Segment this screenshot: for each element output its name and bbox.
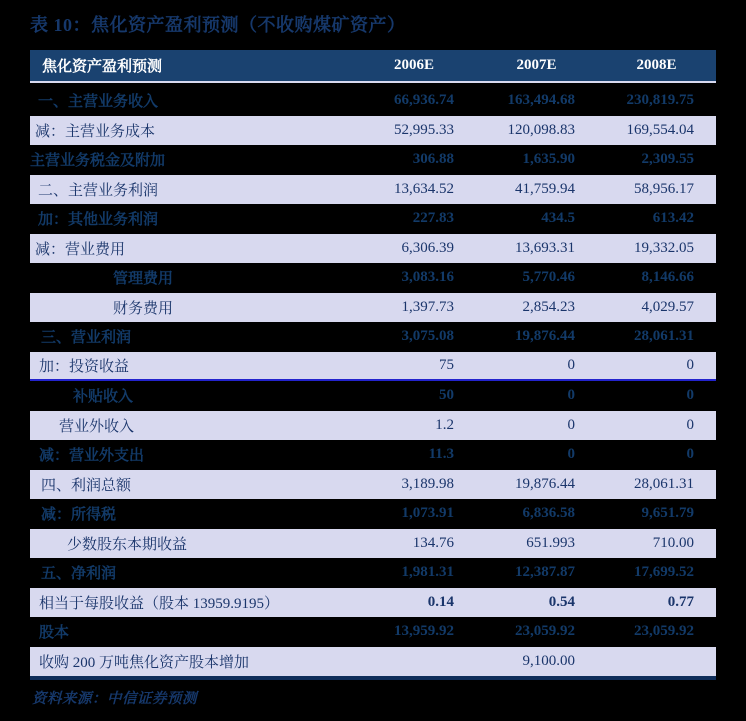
row-value: 13,959.92 xyxy=(394,623,454,640)
row-value: 9,651.79 xyxy=(641,505,694,522)
row-label: 三、营业利润 xyxy=(41,330,132,347)
table-row xyxy=(30,440,716,470)
row-value: 169,554.04 xyxy=(626,121,694,138)
row-value: 13,693.31 xyxy=(515,239,575,256)
row-value: 28,061.31 xyxy=(634,328,694,345)
forecast-table xyxy=(30,50,716,680)
row-label: 减：所得税 xyxy=(41,507,117,524)
row-value: 4,029.57 xyxy=(641,298,694,315)
row-value: 0 xyxy=(686,446,694,463)
row-value: 17,699.52 xyxy=(634,564,694,581)
row-value: 227.83 xyxy=(412,210,454,227)
row-label: 补贴收入 xyxy=(73,389,134,406)
row-value: 710.00 xyxy=(652,534,694,551)
table-row xyxy=(30,263,716,293)
row-value: 6,836.58 xyxy=(522,505,575,522)
row-label: 减：主营业务成本 xyxy=(35,123,156,140)
row-value: 19,876.44 xyxy=(515,475,575,492)
row-value: 75 xyxy=(352,352,476,382)
row-value: 1,635.90 xyxy=(522,151,575,168)
table-row xyxy=(30,647,716,677)
table-row xyxy=(30,145,716,175)
row-value: 163,494.68 xyxy=(507,92,575,109)
row-value: 28,061.31 xyxy=(634,475,694,492)
table-bottom-border xyxy=(30,676,716,680)
row-value: 66,936.74 xyxy=(394,92,454,109)
row-value xyxy=(352,647,476,677)
table-row xyxy=(30,116,716,146)
row-label: 管理费用 xyxy=(113,271,174,288)
table-row xyxy=(30,175,716,205)
header-col-2008e: 2008E xyxy=(636,57,677,73)
table-row xyxy=(30,499,716,529)
table-body xyxy=(30,86,716,676)
row-value: 52,995.33 xyxy=(394,121,454,138)
row-value: 230,819.75 xyxy=(626,92,694,109)
row-label: 一、主营业务收入 xyxy=(38,94,159,111)
row-label: 加：投资收益 xyxy=(30,352,352,382)
row-value: 0 xyxy=(686,387,694,404)
table-row xyxy=(30,322,716,352)
table-row xyxy=(30,352,716,382)
row-label: 收购 200 万吨焦化资产股本增加 xyxy=(39,654,250,671)
row-value: 5,770.46 xyxy=(522,269,575,286)
row-value: 306.88 xyxy=(412,151,454,168)
row-label: 少数股东本期收益 xyxy=(67,536,188,553)
row-value: 3,083.16 xyxy=(401,269,454,286)
row-label: 五、净利润 xyxy=(41,566,117,583)
row-value: 9,100.00 xyxy=(522,652,575,669)
row-value: 19,332.05 xyxy=(634,239,694,256)
row-value: 41,759.94 xyxy=(515,180,575,197)
row-label: 减：营业费用 xyxy=(35,241,126,258)
row-value: 12,387.87 xyxy=(515,564,575,581)
row-value: 1,073.91 xyxy=(401,505,454,522)
row-value: 434.5 xyxy=(541,210,575,227)
header-divider xyxy=(30,81,716,83)
row-label: 四、利润总额 xyxy=(41,477,132,494)
row-value xyxy=(597,647,716,677)
header-label: 焦化资产盈利预测 xyxy=(42,59,163,75)
row-label: 相当于每股收益（股本 13959.9195） xyxy=(39,595,280,612)
row-value: 0 xyxy=(567,446,575,463)
row-value: 0.14 xyxy=(427,593,454,610)
row-value: 0 xyxy=(567,387,575,404)
row-value: 120,098.83 xyxy=(507,121,575,138)
row-label: 财务费用 xyxy=(113,300,174,317)
row-label: 股本 xyxy=(39,625,70,642)
table-row xyxy=(30,381,716,411)
table-row xyxy=(30,529,716,559)
row-value: 3,075.08 xyxy=(401,328,454,345)
header-col-2006e: 2006E xyxy=(393,57,434,73)
row-value: 651.993 xyxy=(526,534,575,551)
row-value: 11.3 xyxy=(428,446,454,463)
row-value: 134.76 xyxy=(412,534,454,551)
row-label: 减：营业外支出 xyxy=(39,448,145,465)
row-value: 0 xyxy=(476,352,597,382)
table-header-row xyxy=(30,50,716,81)
row-value: 8,146.66 xyxy=(641,269,694,286)
row-value: 0 xyxy=(597,352,716,382)
row-value: 13,634.52 xyxy=(394,180,454,197)
row-label: 二、主营业务利润 xyxy=(38,182,159,199)
row-value: 613.42 xyxy=(652,210,694,227)
table-row xyxy=(30,234,716,264)
row-value: 58,956.17 xyxy=(634,180,694,197)
row-value: 3,189.98 xyxy=(401,475,454,492)
row-value: 0 xyxy=(567,416,575,433)
row-value: 23,059.92 xyxy=(515,623,575,640)
row-value: 0.54 xyxy=(548,593,575,610)
table-row xyxy=(30,617,716,647)
table-title: 表 10：焦化资产盈利预测（不收购煤矿资产） xyxy=(30,15,406,35)
table-row xyxy=(30,411,716,441)
row-value: 1,981.31 xyxy=(401,564,454,581)
row-label: 加：其他业务利润 xyxy=(38,212,159,229)
table-row xyxy=(30,86,716,116)
row-value: 0.77 xyxy=(667,593,694,610)
row-label: 营业外收入 xyxy=(59,418,135,435)
table-row xyxy=(30,558,716,588)
row-value: 1,397.73 xyxy=(401,298,454,315)
row-value: 50 xyxy=(439,387,454,404)
source-note: 资料来源：中信证券预测 xyxy=(32,691,197,707)
header-col-2007e: 2007E xyxy=(516,57,557,73)
row-value: 2,854.23 xyxy=(522,298,575,315)
table-row xyxy=(30,470,716,500)
row-value: 23,059.92 xyxy=(634,623,694,640)
table-row xyxy=(30,293,716,323)
row-value: 0 xyxy=(686,416,694,433)
row-value: 2,309.55 xyxy=(641,151,694,168)
row-value: 6,306.39 xyxy=(401,239,454,256)
row-value: 1.2 xyxy=(435,416,454,433)
row-label: 主营业务税金及附加 xyxy=(30,153,166,170)
table-row xyxy=(30,204,716,234)
row-value: 19,876.44 xyxy=(515,328,575,345)
table-row xyxy=(30,588,716,618)
